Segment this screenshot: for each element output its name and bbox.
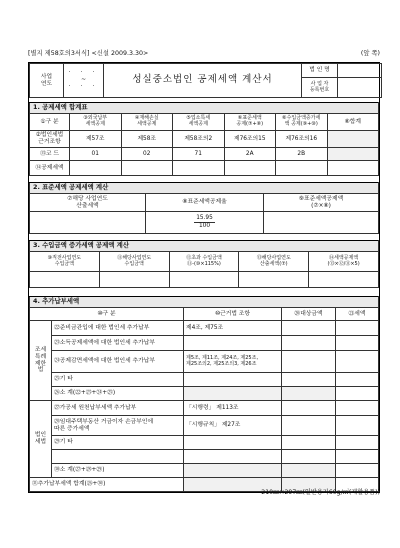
curr-revenue-field[interactable] <box>99 272 169 288</box>
tax-field[interactable] <box>336 321 379 336</box>
rate-numerator: 15.95 <box>196 215 213 222</box>
standard-credit-field[interactable] <box>264 212 379 234</box>
target-amount-field[interactable] <box>282 351 336 373</box>
row-law <box>184 450 282 464</box>
standard-rate-value <box>146 212 264 234</box>
code-cell: 01 <box>70 148 122 161</box>
section-4 <box>29 296 379 492</box>
prev-revenue-field[interactable] <box>30 272 100 288</box>
target-amount-field[interactable] <box>282 436 336 450</box>
code-cell: 2B <box>276 148 328 161</box>
col-special-credit: ⑤업소특세 세액공제 <box>173 114 225 131</box>
paper-spec: 210㎜×297㎜(일반용지60g/㎡(재활용품)) <box>261 489 380 496</box>
credit-amount-field[interactable] <box>309 272 379 288</box>
credit-amount-field[interactable] <box>276 161 328 176</box>
row-label: ㉘임대주택부동산 거금이자 손금부인에 따른 증가세액 <box>52 416 184 436</box>
section-2 <box>29 182 379 234</box>
code-cell: 02 <box>121 148 173 161</box>
tax-field[interactable] <box>336 436 379 450</box>
code-cell-empty <box>327 148 379 161</box>
row-label: ㉚소 계(㉗+㉘+㉙) <box>52 464 184 478</box>
col-target-amount: ⑳대상금액 <box>282 308 336 321</box>
law-cell: 제58조 <box>121 131 173 148</box>
tax-field[interactable] <box>336 351 379 373</box>
form-body <box>28 62 380 493</box>
reg-no-field[interactable] <box>338 78 382 98</box>
row-label: ㉓소득공제세액에 대한 법인세 추가납부 <box>52 336 184 351</box>
law-cell-empty <box>327 131 379 148</box>
row-label-category: ①구 분 <box>30 114 70 131</box>
curr-tax-field[interactable] <box>239 272 309 288</box>
section-4-title: 4. 추가납부세액 <box>30 297 379 308</box>
law-cell: 제57조 <box>70 131 122 148</box>
corp-name-field[interactable] <box>338 64 382 78</box>
target-amount-field[interactable] <box>282 373 336 387</box>
col-curr-tax: ⑬해당사업연도 산출세액(⑦) <box>239 252 309 272</box>
col-revenue-increase-credit: ⑥수입금액증가세 액 공제(⑨+⑩) <box>276 114 328 131</box>
row-label: ㉔공제감면세액에 대한 법인세 추가납부 <box>52 351 184 373</box>
row-law <box>184 387 282 401</box>
excess-revenue-field[interactable] <box>169 272 239 288</box>
total-label: ㉛추가납부세액 합계(㉖+㉚) <box>30 478 184 492</box>
row-law <box>184 373 282 387</box>
col-foreign-tax-credit: ③외국납부 세액공제 <box>70 114 122 131</box>
col-prev-revenue: ⑩직전사업연도 수입금액 <box>30 252 100 272</box>
section-3 <box>29 240 379 288</box>
form-number: [별지 제58호의3서식] <신설 2009.3.30> <box>28 50 149 57</box>
law-cell: 제58조의2 <box>173 131 225 148</box>
row-law: 제4조, 제75조 <box>184 321 282 336</box>
target-amount-field[interactable] <box>282 416 336 436</box>
law-cell: 제76조의15 <box>224 131 276 148</box>
row-label: ㉕기 타 <box>52 373 184 387</box>
target-amount-field[interactable] <box>282 450 336 464</box>
form-title: 성실중소법인 공제세액 계산서 <box>104 64 302 98</box>
tax-field[interactable] <box>336 336 379 351</box>
section-2-title: 2. 표준세액 공제세액 계산 <box>30 183 379 194</box>
col-total: ⑧합계 <box>327 114 379 131</box>
row-label-credit-amount: ⑭공제세액 <box>30 161 70 176</box>
target-amount-field[interactable] <box>282 336 336 351</box>
top-table <box>29 63 382 98</box>
row-law <box>184 436 282 450</box>
target-amount-empty <box>282 464 336 478</box>
code-cell: 71 <box>173 148 225 161</box>
credit-amount-field[interactable] <box>121 161 173 176</box>
target-amount-empty <box>282 387 336 401</box>
business-year-label: 사업 연도 <box>30 64 64 98</box>
row-label <box>52 450 184 464</box>
tax-field[interactable] <box>336 464 379 478</box>
col-standard-credit: ⑥표준세액 공제(⑦+⑧) <box>224 114 276 131</box>
row-label: ㉗가공세 원천납부세액 추가납부 <box>52 401 184 416</box>
code-cell: 2A <box>224 148 276 161</box>
law-cell: 제76조의16 <box>276 131 328 148</box>
page-side: (앞 쪽) <box>360 50 380 57</box>
reg-no-label: 사 업 자 등록번호 <box>302 78 338 98</box>
col-calculated-tax: ⑦해당 사업연도 산출세액 <box>30 194 146 212</box>
tax-field[interactable] <box>336 450 379 464</box>
row-label-law: ②법인세법 근거조항 <box>30 131 70 148</box>
col-standard-credit-amount: ⑨표준세액공제액 (⑦×⑧) <box>264 194 379 212</box>
group-special-tax-law: 조세 특례 제한 법 <box>30 321 52 401</box>
section-1 <box>29 102 379 176</box>
section-3-title: 3. 수입금액 증가세액 공제액 계산 <box>30 241 379 252</box>
col-tax: ㉑세액 <box>336 308 379 321</box>
col-standard-rate: ⑧표준세액공제율 <box>146 194 264 212</box>
business-year-field[interactable]: · · · ~ · · · <box>64 64 104 98</box>
tax-field[interactable] <box>336 416 379 436</box>
row-label: ㉙기 타 <box>52 436 184 450</box>
col-disaster-loss-credit: ④재해손실 세액공제 <box>121 114 173 131</box>
tax-field[interactable] <box>336 373 379 387</box>
rate-denominator: 100 <box>198 223 211 229</box>
target-amount-field[interactable] <box>282 321 336 336</box>
credit-amount-field[interactable] <box>70 161 122 176</box>
col-excess-revenue: ⑫초과 수입금액 ⑪-(⑩×115%) <box>169 252 239 272</box>
row-law <box>184 336 282 351</box>
credit-amount-field[interactable] <box>224 161 276 176</box>
col-credit-amount: ⑭세액공제액 (⑬×⑫/⑪×5) <box>309 252 379 272</box>
section-1-title: 1. 공제세액 합계표 <box>30 103 379 114</box>
row-law: 「시행령」 제113조 <box>184 401 282 416</box>
calculated-tax-field[interactable] <box>30 212 146 234</box>
col-law: ⑩근거법 조항 <box>184 308 282 321</box>
target-amount-field[interactable] <box>282 401 336 416</box>
corp-name-label: 법 인 명 <box>302 64 338 78</box>
row-law <box>184 464 282 478</box>
col-curr-revenue: ⑪해당사업연도 수입금액 <box>99 252 169 272</box>
row-label-code: ⑬코 드 <box>30 148 70 161</box>
row-label: ㉒준비금관입에 대한 법인세 추가납부 <box>52 321 184 336</box>
row-law: 제5조, 제11조, 제24조, 제25조, 제25조의2, 제25조의3, 제26조 <box>184 351 282 373</box>
credit-amount-field[interactable] <box>327 161 379 176</box>
form-header <box>28 48 380 62</box>
group-corporate-tax-law: 법인 세법 <box>30 401 52 478</box>
row-label: ㉖소 계(㉒+㉓+㉔+㉕) <box>52 387 184 401</box>
tax-field[interactable] <box>336 387 379 401</box>
credit-amount-field[interactable] <box>173 161 225 176</box>
row-law: 「시행규칙」 제27조 <box>184 416 282 436</box>
col-category: ⑩구 분 <box>30 308 184 321</box>
tax-field[interactable] <box>336 401 379 416</box>
